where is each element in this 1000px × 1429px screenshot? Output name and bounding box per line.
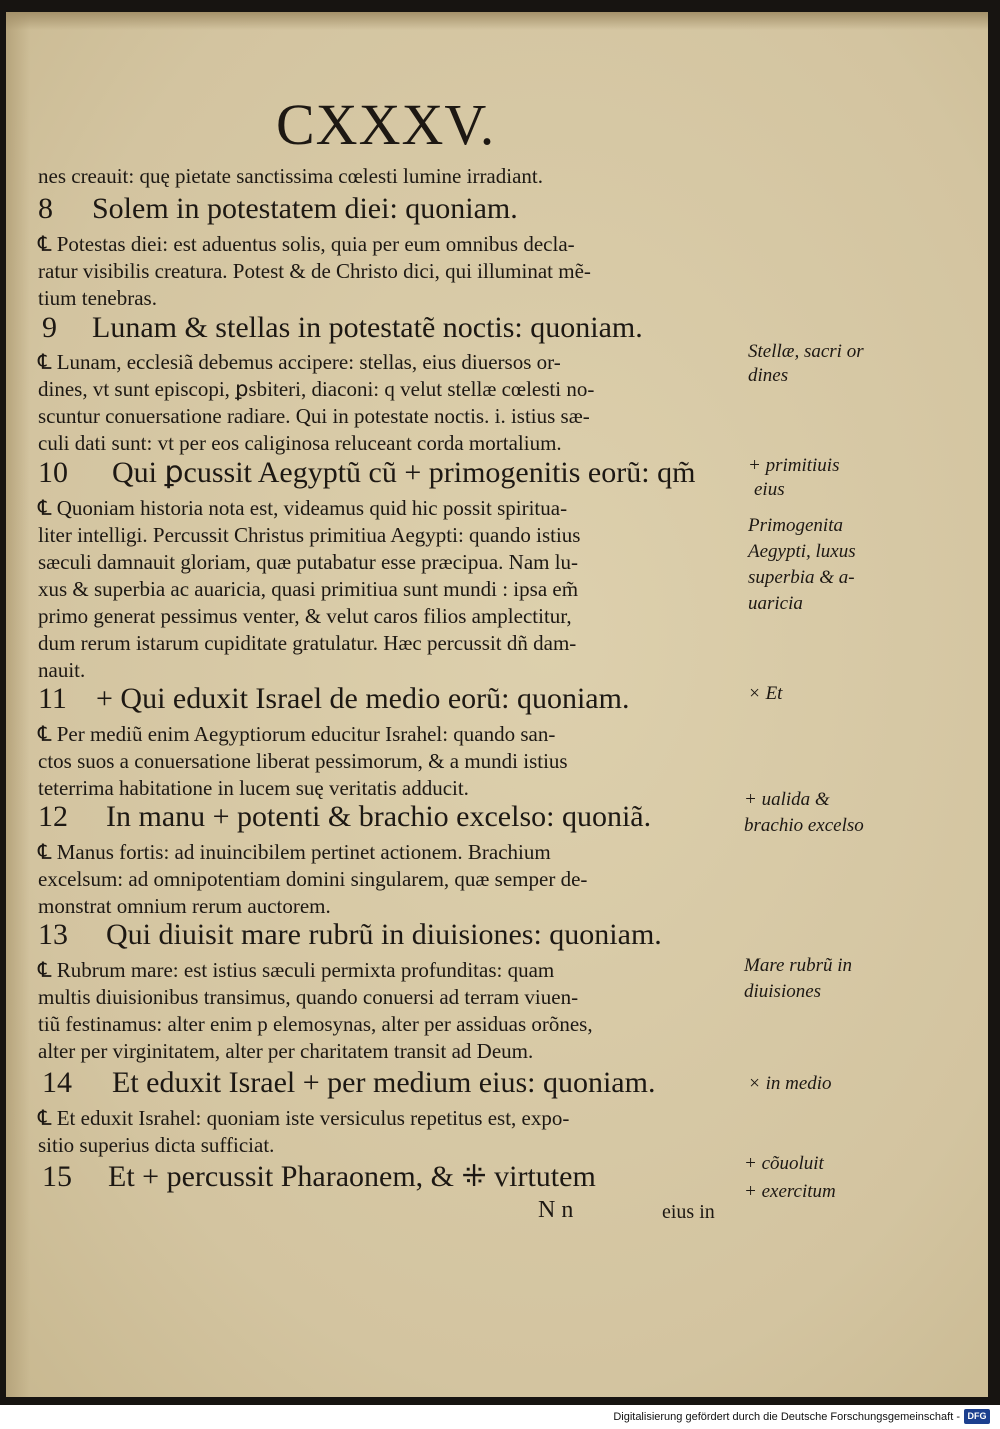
marginal-note: uaricia [748,593,803,614]
verse-line: + Qui eduxit Israel de medio eorũ: quoniam. [96,682,630,715]
commentary-line: tiũ festinamus: alter enim p elemosynas, alter per assiduas orõnes, [38,1012,593,1036]
funding-credit: Digitalisierung gefördert durch die Deutsche Forschungsgemeinschaft - [613,1411,960,1423]
verse-number: 12 [38,800,68,833]
marginal-note: brachio excelso [744,815,864,836]
commentary-line: tium tenebras. [38,286,157,310]
verse-line: Lunam & stellas in potestatẽ noctis: quoniam. [92,311,643,344]
verse-line: Qui diuisit mare rubrũ in diuisiones: quoniam. [106,918,662,951]
marginal-note: Aegypti, luxus [748,541,856,562]
running-head: CXXXV. [276,92,496,157]
commentary-line: liter intelligi. Percussit Christus primitiua Aegypti: quando istius [38,523,581,547]
verse-line: Et eduxit Israel + per medium eius: quoniam. [112,1066,656,1099]
verse-number: 15 [42,1160,72,1193]
dfg-logo: DFG [964,1409,990,1424]
catchword: eius in [662,1201,715,1223]
commentary-line: alter per virginitatem, alter per charitatem transit ad Deum. [38,1039,534,1063]
marginal-note: + ualida & [744,789,830,810]
marginal-note: Primogenita [748,515,843,536]
verse-number: 13 [38,918,68,951]
marginal-note: + primitiuis [748,455,840,476]
marginal-note: + cõuoluit [744,1153,824,1174]
commentary-line: scuntur conuersatione radiare. Qui in potestate noctis. i. istius sæ- [38,404,590,428]
text-line: nes creauit: quę pietate sanctissima cœlesti lumine irradiant. [38,164,543,188]
commentary-line: ctos suos a conuersatione liberat pessimorum, & a mundi istius [38,749,568,773]
marginal-note: superbia & a- [748,567,855,588]
commentary-line: ℄ Manus fortis: ad inuincibilem pertinet actionem. Brachium [38,840,551,864]
commentary-line: dines, vt sunt episcopi, ꝑsbiteri, diaconi: q velut stellæ cœlesti no- [38,377,595,401]
verse-number: 10 [38,456,68,489]
book-page [6,12,988,1397]
commentary-line: ℄ Quoniam historia nota est, videamus quid hic possit spiritua- [38,496,568,520]
marginal-note: eius [754,479,785,500]
verse-number: 8 [38,192,53,225]
commentary-line: excelsum: ad omnipotentiam domini singularem, quæ semper de- [38,867,588,891]
commentary-line: primo generat pessimus venter, & velut caros filios amplectitur, [38,604,572,628]
marginal-note: Mare rubrũ in [744,955,853,976]
marginal-note: + exercitum [744,1181,836,1202]
verse-number: 14 [42,1066,72,1099]
signature-mark: N n [538,1197,574,1223]
commentary-line: teterrima habitatione in lucem suę veritatis adducit. [38,776,469,800]
commentary-line: culi dati sunt: vt per eos caliginosa reluceant corda mortalium. [38,431,562,455]
verse-line: Et + percussit Pharaonem, & ⁜ virtutem [108,1160,596,1193]
verse-line: In manu + potenti & brachio excelso: quoniã. [106,800,652,833]
commentary-line: sæculi damnauit gloriam, quæ putabatur esse præcipua. Nam lu- [38,550,579,574]
commentary-line: monstrat omnium rerum auctorem. [38,894,331,918]
commentary-line: ratur visibilis creatura. Potest & de Christo dici, qui illuminat mẽ- [38,259,591,283]
commentary-line: dum rerum istarum cupiditate gratulatur. Hæc percussit dñ dam- [38,631,577,655]
verse-number: 9 [42,311,57,344]
commentary-line: ℄ Lunam, ecclesiã debemus accipere: stellas, eius diuersos or- [38,350,561,374]
footer-bar [0,1405,1000,1429]
verse-number: 11 [38,682,67,715]
marginal-note: Stellæ, sacri or [748,341,864,362]
marginal-note: × in medio [748,1073,832,1094]
marginal-note: dines [748,365,789,386]
commentary-line: ℄ Potestas diei: est aduentus solis, quia per eum omnibus decla- [38,232,575,256]
commentary-line: nauit. [38,658,86,682]
commentary-line: ℄ Et eduxit Israhel: quoniam iste versiculus repetitus est, expo- [38,1106,570,1130]
marginal-note: diuisiones [744,981,822,1002]
verse-line: Qui ꝑcussit Aegyptũ cũ + primogenitis eorũ: qm̃ [112,456,696,489]
page-gutter-shadow [6,12,30,1397]
commentary-line: sitio superius dicta sufficiat. [38,1133,275,1157]
commentary-line: ℄ Rubrum mare: est istius sæculi permixta profunditas: quam [38,958,555,982]
verse-line: Solem in potestatem diei: quoniam. [92,192,518,225]
commentary-line: multis diuisionibus transimus, quando conuersi ad terram viuen- [38,985,579,1009]
commentary-line: ℄ Per mediũ enim Aegyptiorum educitur Israhel: quando san- [38,722,556,746]
commentary-line: xus & superbia ac auaricia, quasi primitiua sunt mundi : ipsa em̃ [38,577,579,601]
page-top-shadow [6,12,988,30]
marginal-note: × Et [748,683,783,704]
